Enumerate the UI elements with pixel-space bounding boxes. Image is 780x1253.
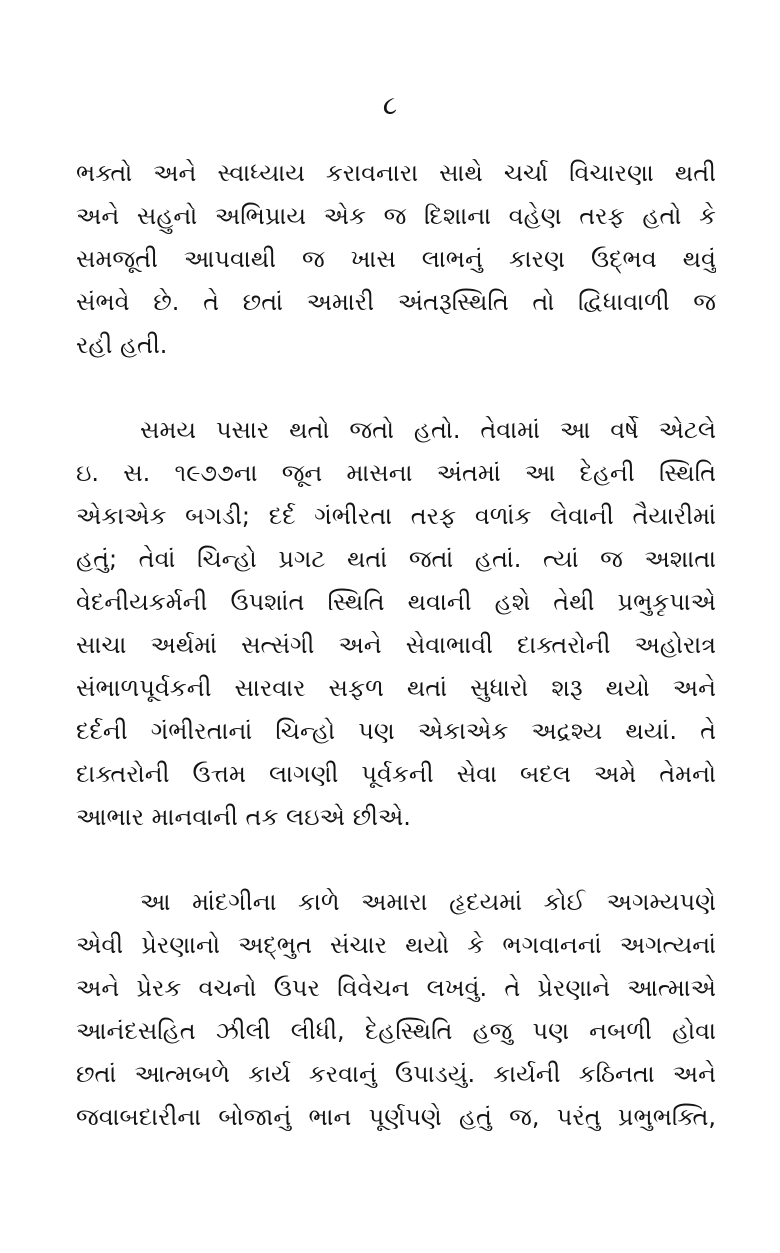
text-line: સાચા અર્થમાં સત્સંગી અને સેવાભાવી દાક્તરોની અહોરાત્ર	[76, 631, 716, 659]
text-line: રહી હતી.	[76, 331, 168, 359]
text-line: દાક્તરોની ઉત્તમ લાગણી પૂર્વકની સેવા બદલ અમે તેમનો	[76, 760, 716, 788]
text-line: સમય પસાર થતો જતો હતો. તેવામાં આ વર્ષે એટલે	[140, 416, 716, 444]
text-line: એકાએક બગડી; દર્દ ગંભીરતા તરફ વળાંક લેવાની તૈયારીમાં	[76, 502, 716, 530]
text-line: હતું; તેવાં ચિન્હો પ્રગટ થતાં જતાં હતાં. ત્યાં જ અશાતા	[76, 545, 716, 573]
text-line: સંભાળપૂર્વકની સારવાર સફળ થતાં સુધારો શરૂ થયો અને	[76, 674, 716, 702]
text-line: અને પ્રેરક વચનો ઉપર વિવેચન લખવું. તે પ્રેરણાને આત્માએ	[76, 974, 716, 1002]
text-line: આભાર માનવાની તક લઇએ છીએ.	[76, 803, 411, 831]
text-line: સંભવે છે. તે છતાં અમારી અંતરૂસ્થિતિ તો દ્વિધાવાળી જ	[76, 288, 716, 316]
text-line: દર્દની ગંભીરતાનાં ચિન્હો પણ એકાએક અદ્રશ્ય થયાં. તે	[76, 717, 716, 745]
text-line: ઇ. સ. ૧૯૭૭ના જૂન માસના અંતમાં આ દેહની સ્થિતિ	[76, 459, 716, 487]
text-line: સમજૂતી આપવાથી જ ખાસ લાભનું કારણ ઉદ્ભવ થવું	[76, 245, 716, 273]
text-line: આનંદસહિત ઝીલી લીધી, દેહસ્થિતિ હજુ પણ નબળી હોવા	[76, 1017, 716, 1045]
paragraph-3	[76, 881, 716, 1139]
body-text	[76, 152, 716, 1139]
text-line: અને સહુનો અભિપ્રાય એક જ દિશાના વહેણ તરફ હતો કે	[76, 202, 716, 230]
text-line: આ માંદગીના કાળે અમારા હૃદયમાં કોઈ અગમ્યપણે	[140, 888, 716, 916]
paragraph-2	[76, 409, 716, 839]
text-line: જવાબદારીના બોજાનું ભાન પૂર્ણપણે હતું જ, પરંતુ પ્રભુભક્તિ,	[76, 1103, 716, 1131]
text-line: એવી પ્રેરણાનો અદ્ભુત સંચાર થયો કે ભગવાનનાં અગત્યનાં	[76, 931, 716, 959]
paragraph-1	[76, 152, 716, 367]
text-line: છતાં આત્મબળે કાર્ય કરવાનું ઉપાડયું. કાર્યની કઠિનતા અને	[76, 1060, 716, 1088]
page-number: ૮	[382, 91, 398, 121]
text-line: ભક્તો અને સ્વાધ્યાય કરાવનારા સાથે ચર્ચા વિચારણા થતી	[76, 159, 716, 187]
text-line: વેદનીયકર્મની ઉપશાંત સ્થિતિ થવાની હશે તેથી પ્રભુકૃપાએ	[76, 588, 716, 616]
